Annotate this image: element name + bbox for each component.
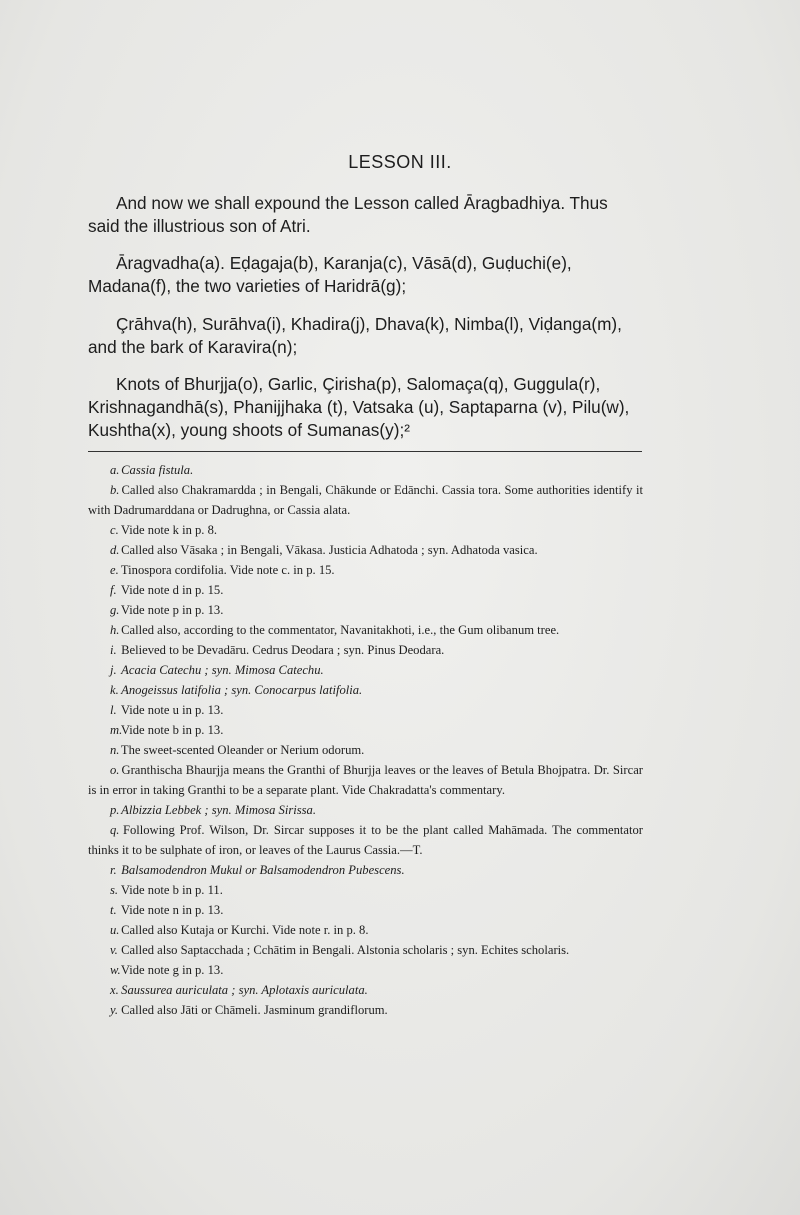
footnote-y: y. Called also Jāti or Chāmeli. Jasminum grandiflorum. <box>110 1003 388 1017</box>
footnote-f: f. Vide note d in p. 15. <box>110 583 224 597</box>
footnote-d: d. Called also Vāsaka ; in Bengali, Vākasa. Justicia Adhatoda ; syn. Adhatoda vasica. <box>110 543 538 557</box>
footnote-g: g. Vide note p in p. 13. <box>110 603 224 617</box>
paragraph-drugs-2: Çrāhva(h), Surāhva(i), Khadira(j), Dhava(k), Nimba(l), Viḍanga(m), and the bark of Karavira(n); <box>88 314 622 357</box>
footnote-c: c. Vide note k in p. 8. <box>110 523 218 537</box>
footnote-h: h. Called also, according to the commentator, Navanitakhoti, i.e., the Gum olibanum tree. <box>110 623 560 637</box>
lesson-heading: LESSON III. <box>348 152 452 172</box>
footnote-v: v. Called also Saptacchada ; Cchātim in Bengali. Alstonia scholaris ; syn. Echites scholaris. <box>110 943 570 957</box>
footnote-b: b. Called also Chakramardda ; in Bengali, Chākunde or Edānchi. Cassia tora. Some authorities identify it with Dadrumarddana or Dadrughna, or Cassia alata. <box>88 483 643 517</box>
footnote-l: l. Vide note u in p. 13. <box>110 703 224 717</box>
paragraph-drugs-1: Āragvadha(a). Eḍagaja(b), Karanja(c), Vāsā(d), Guḍuchi(e), Madana(f), the two varieties of Haridrā(g); <box>88 253 572 296</box>
footnote-i: i. Believed to be Devadāru. Cedrus Deodara ; syn. Pinus Deodara. <box>110 643 445 657</box>
footnotes <box>88 460 643 1020</box>
footnote-n: n. The sweet-scented Oleander or Nerium odorum. <box>110 743 365 757</box>
footnote-m: m. Vide note b in p. 13. <box>110 723 224 737</box>
footnote-k: k. Anogeissus latifolia ; syn. Conocarpus latifolia. <box>110 683 363 697</box>
paragraph-drugs-3: Knots of Bhurjja(o), Garlic, Çirisha(p), Salomaça(q), Guggula(r), Krishnagandhā(s), Phanijjhaka (t), Vatsaka (u), Saptaparna (v), Pilu(w), Kushtha(x), young shoots of Sumanas(y);² <box>88 374 630 440</box>
footnote-t: t. Vide note n in p. 13. <box>110 903 224 917</box>
footnote-r: r. Balsamodendron Mukul or Balsamodendron Pubescens. <box>110 863 405 877</box>
footnote-w: w. Vide note g in p. 13. <box>110 963 224 977</box>
footnote-u: u. Called also Kutaja or Kurchi. Vide note r. in p. 8. <box>110 923 369 937</box>
footnote-q: q. Following Prof. Wilson, Dr. Sircar supposes it to be the plant called Mahāmada. The commentator thinks it to be sulphate of iron, or leaves of the Laurus Cassia.—T. <box>88 823 643 857</box>
footnote-s: s. Vide note b in p. 11. <box>110 883 223 897</box>
footnote-a: a. Cassia fistula. <box>110 463 194 477</box>
footnote-p: p. Albizzia Lebbek ; syn. Mimosa Sirissa. <box>110 803 317 817</box>
footnote-x: x. Saussurea auriculata ; syn. Aplotaxis auriculata. <box>110 983 368 997</box>
intro-paragraph: And now we shall expound the Lesson called Āragbadhiya. Thus said the illustrious son of Atri. <box>88 193 608 236</box>
footnote-j: j. Acacia Catechu ; syn. Mimosa Catechu. <box>110 663 324 677</box>
footnote-o: o. Granthischa Bhaurjja means the Granthi of Bhurjja leaves or the leaves of Betula Bhojpatra. Dr. Sircar is in error in taking Granthi to be a separate plant. Vide Chakradatta's commentary. <box>88 763 643 797</box>
footnote-e: e. Tinospora cordifolia. Vide note c. in p. 15. <box>110 563 335 577</box>
footnote-divider <box>88 451 642 452</box>
